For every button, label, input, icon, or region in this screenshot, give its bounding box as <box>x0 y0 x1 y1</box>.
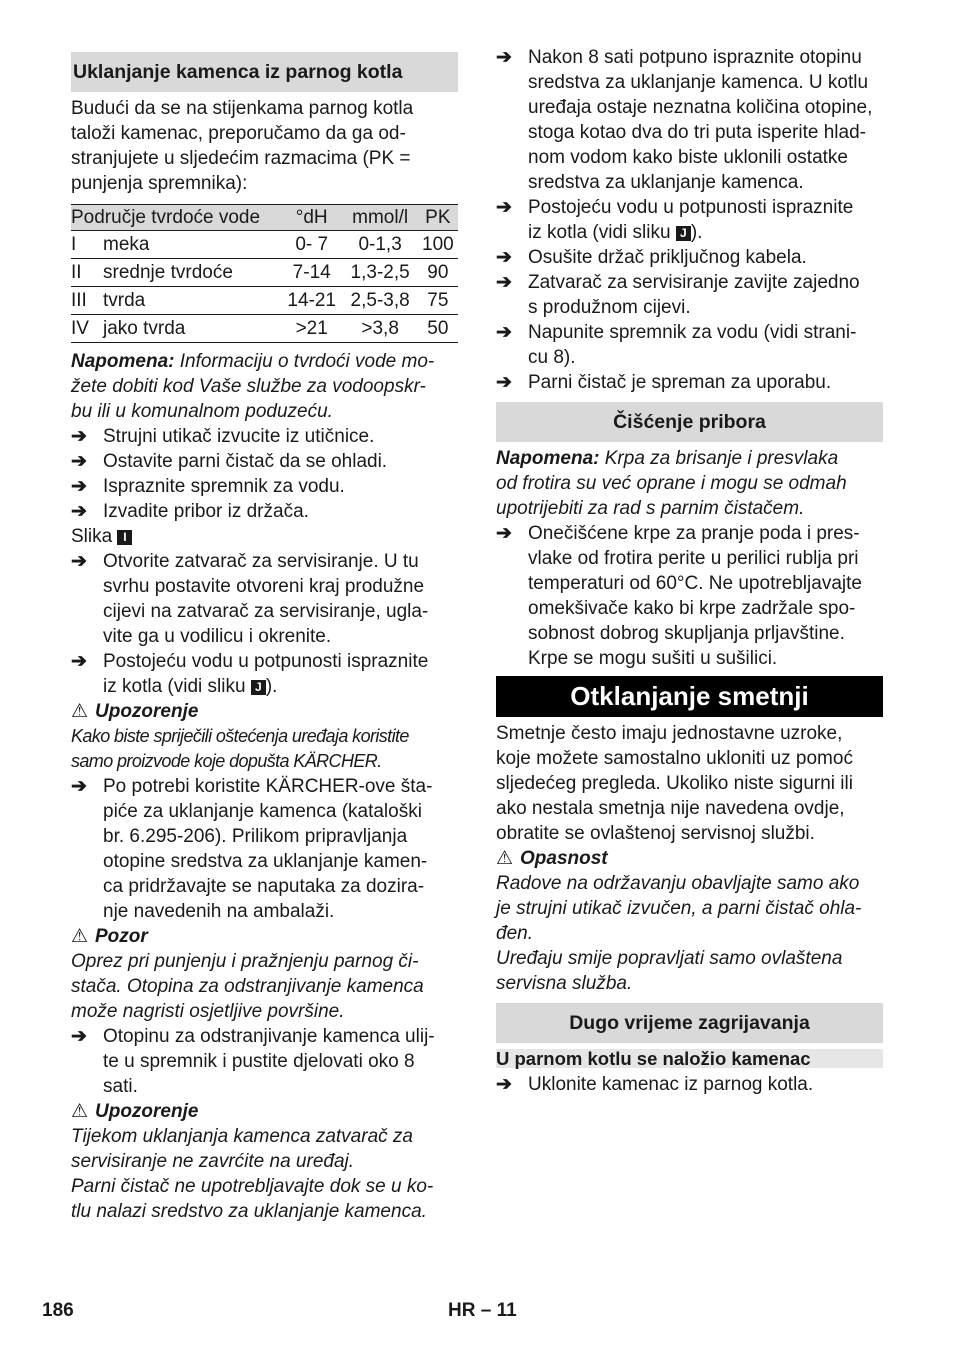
note-line: bu ili u komunalnom poduzeću. <box>71 401 333 422</box>
cell-mmol: 0-1,3 <box>343 231 418 259</box>
step-text: vlake od frotira perite u perilici rublja pri <box>528 548 859 569</box>
step-text: sati. <box>103 1076 138 1097</box>
step-text: omekšivače kako bi krpe zadržale spo- <box>528 598 856 619</box>
caution-line: Oprez pri punjenju i pražnjenju parnog či- <box>71 951 419 972</box>
danger-line: đen. <box>496 923 533 944</box>
warning-triangle-icon: ⚠ <box>71 1101 89 1122</box>
step-after-8-hours <box>496 45 883 195</box>
step-text: Uklonite kamenac iz parnog kotla. <box>528 1074 814 1095</box>
step-text: sobnost dobrog skupljanja prljavštine. <box>528 623 845 644</box>
step-text: s produžnom cijevi. <box>528 297 691 318</box>
figure-i-icon: I <box>117 530 132 545</box>
step-karcher-sticks <box>71 774 458 924</box>
arrow-icon: ➔ <box>71 476 87 497</box>
step-text: sredstva za uklanjanje kamenca. <box>528 172 804 193</box>
cell-pk: 90 <box>418 259 458 287</box>
danger-heading <box>496 846 883 871</box>
step-text: Izvadite pribor iz držača. <box>103 501 309 522</box>
cell-class: II <box>71 259 103 287</box>
header-pk: PK <box>418 205 458 231</box>
cell-dh: 7-14 <box>281 259 343 287</box>
section-heading-descaling: Uklanjanje kamenca iz parnog kotla <box>71 52 458 92</box>
accessories-note <box>496 446 883 521</box>
right-column <box>496 45 883 1097</box>
arrow-icon: ➔ <box>496 523 512 544</box>
warning-text <box>71 1124 458 1224</box>
arrow-icon: ➔ <box>496 372 512 393</box>
intro-line: Smetnje često imaju jednostavne uzroke, <box>496 723 843 744</box>
caution-title: Pozor <box>95 926 148 947</box>
warning-line: Kako biste spriječili oštećenja uređaja koristite <box>71 726 409 746</box>
cell-mmol: 1,3-2,5 <box>343 259 418 287</box>
arrow-icon: ➔ <box>496 197 512 218</box>
step-text: cijevi na zatvarač za servisiranje, ugla- <box>103 601 429 622</box>
cell-pk: 100 <box>418 231 458 259</box>
step-text: Parni čistač je spreman za uporabu. <box>528 372 832 393</box>
intro-line: koje možete samostalno ukloniti uz pomoć <box>496 748 853 769</box>
step-text: Otopinu za odstranjivanje kamenca ulij- <box>103 1026 435 1047</box>
step-text: Otvorite zatvarač za servisiranje. U tu <box>103 551 419 572</box>
subheading-scale-in-boiler: U parnom kotlu se naložio kamenac <box>496 1049 883 1068</box>
arrow-icon: ➔ <box>496 322 512 343</box>
warning-heading <box>71 699 458 724</box>
step-text: temperaturi od 60°C. Ne upotrebljavajte <box>528 573 862 594</box>
cell-name: jako tvrda <box>103 315 281 343</box>
water-hardness-table <box>71 204 458 343</box>
left-column <box>71 45 458 1224</box>
cell-class: IV <box>71 315 103 343</box>
warning-triangle-icon: ⚠ <box>71 701 89 722</box>
arrow-icon: ➔ <box>71 651 87 672</box>
cell-dh: >21 <box>281 315 343 343</box>
step-screw-cap <box>496 270 883 320</box>
step-open-cap <box>71 549 458 649</box>
intro-paragraph <box>71 96 458 196</box>
warning-line: Tijekom uklanjanja kamenca zatvarač za <box>71 1126 413 1147</box>
step-text: Po potrebi koristite KÄRCHER-ove šta- <box>103 776 433 797</box>
step-text: stoga kotao dva do tri puta isperite hlad- <box>528 122 866 143</box>
cell-name: srednje tvrdoće <box>103 259 281 287</box>
danger-line: Radove na održavanju obavljajte samo ako <box>496 873 860 894</box>
step-text: Nakon 8 sati potpuno ispraznite otopinu <box>528 47 862 68</box>
arrow-icon: ➔ <box>71 426 87 447</box>
chapter-heading-troubleshooting: Otklanjanje smetnji <box>496 676 883 717</box>
arrow-icon: ➔ <box>496 247 512 268</box>
note-label: Napomena: <box>496 448 600 469</box>
warning-line: tlu nalazi sredstvo za uklanjanje kamenca. <box>71 1201 427 1222</box>
cell-class: I <box>71 231 103 259</box>
step-text: te u spremnik i pustite djelovati oko 8 <box>103 1051 415 1072</box>
note-line: žete dobiti kod Vaše službe za vodoopskr- <box>71 376 426 397</box>
step-drain-boiler <box>71 649 458 699</box>
step-text: Napunite spremnik za vodu (vidi strani- <box>528 322 857 343</box>
step-text: Ostavite parni čistač da se ohladi. <box>103 451 388 472</box>
header-mmol: mmol/l <box>343 205 418 231</box>
danger-line: servisna služba. <box>496 973 633 994</box>
danger-line: je strujni utikač izvučen, a parni čistač ohla- <box>496 898 862 919</box>
step-cool <box>71 449 458 474</box>
step-remove-scale <box>496 1072 883 1097</box>
warning-text <box>71 724 458 774</box>
intro-line: taloži kamenac, preporučamo da ga od- <box>71 123 406 144</box>
step-text: uređaja ostaje neznatna količina otopine, <box>528 97 873 118</box>
figure-j-icon: J <box>676 226 691 241</box>
page-number: 186 <box>42 1300 74 1321</box>
intro-line: sljedećeg pregleda. Ukoliko niste sigurni ili <box>496 773 853 794</box>
intro-line: obratite se ovlaštenoj servisnoj službi. <box>496 823 815 844</box>
step-text: svrhu postavite otvoreni kraj produžne <box>103 576 425 597</box>
arrow-icon: ➔ <box>71 1026 87 1047</box>
step-dry-holder <box>496 245 883 270</box>
arrow-icon: ➔ <box>496 272 512 293</box>
warning-line: samo proizvode koje dopušta KÄRCHER. <box>71 751 382 771</box>
caution-line: stača. Otopina za odstranjivanje kamenca <box>71 976 424 997</box>
danger-text <box>496 871 883 996</box>
step-text: ca pridržavajte se naputaka za dozira- <box>103 876 425 897</box>
note-line: od frotira su već oprane i mogu se odmah <box>496 473 847 494</box>
step-text: Ispraznite spremnik za vodu. <box>103 476 345 497</box>
step-unplug <box>71 424 458 449</box>
hardness-note <box>71 349 458 424</box>
step-text: cu 8). <box>528 347 576 368</box>
section-heading-long-heating: Dugo vrijeme zagrijavanja <box>496 1003 883 1043</box>
step-text: Postojeću vodu u potpunosti ispraznite <box>528 197 854 218</box>
cell-class: III <box>71 287 103 315</box>
step-text: Krpe se mogu sušiti u sušilici. <box>528 648 778 669</box>
step-text: Zatvarač za servisiranje zavijte zajedno <box>528 272 860 293</box>
warning-line: servisiranje ne zavrćite na uređaj. <box>71 1151 355 1172</box>
warning-heading <box>71 1099 458 1124</box>
step-drain-boiler <box>496 195 883 245</box>
step-text: nom vodom kako biste uklonili ostatke <box>528 147 848 168</box>
arrow-icon: ➔ <box>496 1074 512 1095</box>
arrow-icon: ➔ <box>496 47 512 68</box>
warning-title: Upozorenje <box>95 1101 199 1122</box>
arrow-icon: ➔ <box>71 551 87 572</box>
step-text: vite ga u vodilicu i okrenite. <box>103 626 332 647</box>
header-dh: °dH <box>281 205 343 231</box>
danger-title: Opasnost <box>520 848 608 869</box>
intro-line: Budući da se na stijenkama parnog kotla <box>71 98 414 119</box>
step-text: otopine sredstva za uklanjanje kamen- <box>103 851 428 872</box>
cell-mmol: 2,5-3,8 <box>343 287 418 315</box>
cell-name: tvrda <box>103 287 281 315</box>
step-text: ). <box>265 676 278 697</box>
cell-pk: 50 <box>418 315 458 343</box>
figure-label: Slika <box>71 526 118 547</box>
caution-heading <box>71 924 458 949</box>
step-text: piće za uklanjanje kamenca (kataloški <box>103 801 422 822</box>
note-label: Napomena: <box>71 351 175 372</box>
header-hardness-area: Područje tvrdoće vode <box>71 205 281 231</box>
step-text: Postojeću vodu u potpunosti ispraznite <box>103 651 429 672</box>
language-page-code: HR – 11 <box>448 1300 517 1321</box>
step-text: Strujni utikač izvucite iz utičnice. <box>103 426 375 447</box>
table-row <box>71 231 458 259</box>
cell-mmol: >3,8 <box>343 315 418 343</box>
step-empty-tank <box>71 474 458 499</box>
step-text: nje navedenih na ambalaži. <box>103 901 335 922</box>
table-header-row <box>71 205 458 231</box>
caution-line: može nagristi osjetljive površine. <box>71 1001 345 1022</box>
cell-pk: 75 <box>418 287 458 315</box>
step-pour-solution <box>71 1024 458 1099</box>
table-row <box>71 259 458 287</box>
step-text: sredstva za uklanjanje kamenca. U kotlu <box>528 72 869 93</box>
note-line: upotrijebiti za rad s parnim čistačem. <box>496 498 805 519</box>
table-row <box>71 315 458 343</box>
step-wash-cloths <box>496 521 883 671</box>
warning-title: Upozorenje <box>95 701 199 722</box>
warning-triangle-icon: ⚠ <box>496 848 514 869</box>
note-line: Informaciju o tvrdoći vode mo- <box>174 351 435 372</box>
cell-dh: 14-21 <box>281 287 343 315</box>
figure-ref <box>71 524 458 549</box>
section-heading-accessories: Čišćenje pribora <box>496 402 883 442</box>
intro-line: punjenja spremnika): <box>71 173 248 194</box>
arrow-icon: ➔ <box>71 776 87 797</box>
warning-line: Parni čistač ne upotrebljavajte dok se u ko- <box>71 1176 434 1197</box>
figure-j-icon: J <box>251 680 266 695</box>
arrow-icon: ➔ <box>71 451 87 472</box>
troubleshooting-intro <box>496 721 883 846</box>
arrow-icon: ➔ <box>71 501 87 522</box>
step-text: ). <box>690 222 703 243</box>
step-text: br. 6.295-206). Prilikom pripravljanja <box>103 826 408 847</box>
step-fill-tank <box>496 320 883 370</box>
intro-line: stranjujete u sljedećim razmacima (PK = <box>71 148 411 169</box>
step-remove-accessories <box>71 499 458 524</box>
danger-line: Uređaju smije popravljati samo ovlaštena <box>496 948 843 969</box>
note-line: Krpa za brisanje i presvlaka <box>599 448 839 469</box>
cell-dh: 0- 7 <box>281 231 343 259</box>
cell-name: meka <box>103 231 281 259</box>
intro-line: ako nestala smetnja nije navedena ovdje, <box>496 798 845 819</box>
step-text: iz kotla (vidi sliku <box>528 222 676 243</box>
step-ready <box>496 370 883 395</box>
step-text: Osušite držač priključnog kabela. <box>528 247 807 268</box>
caution-text <box>71 949 458 1024</box>
step-text: Onečišćene krpe za pranje poda i pres- <box>528 523 860 544</box>
warning-triangle-icon: ⚠ <box>71 926 89 947</box>
step-text: iz kotla (vidi sliku <box>103 676 251 697</box>
table-row <box>71 287 458 315</box>
